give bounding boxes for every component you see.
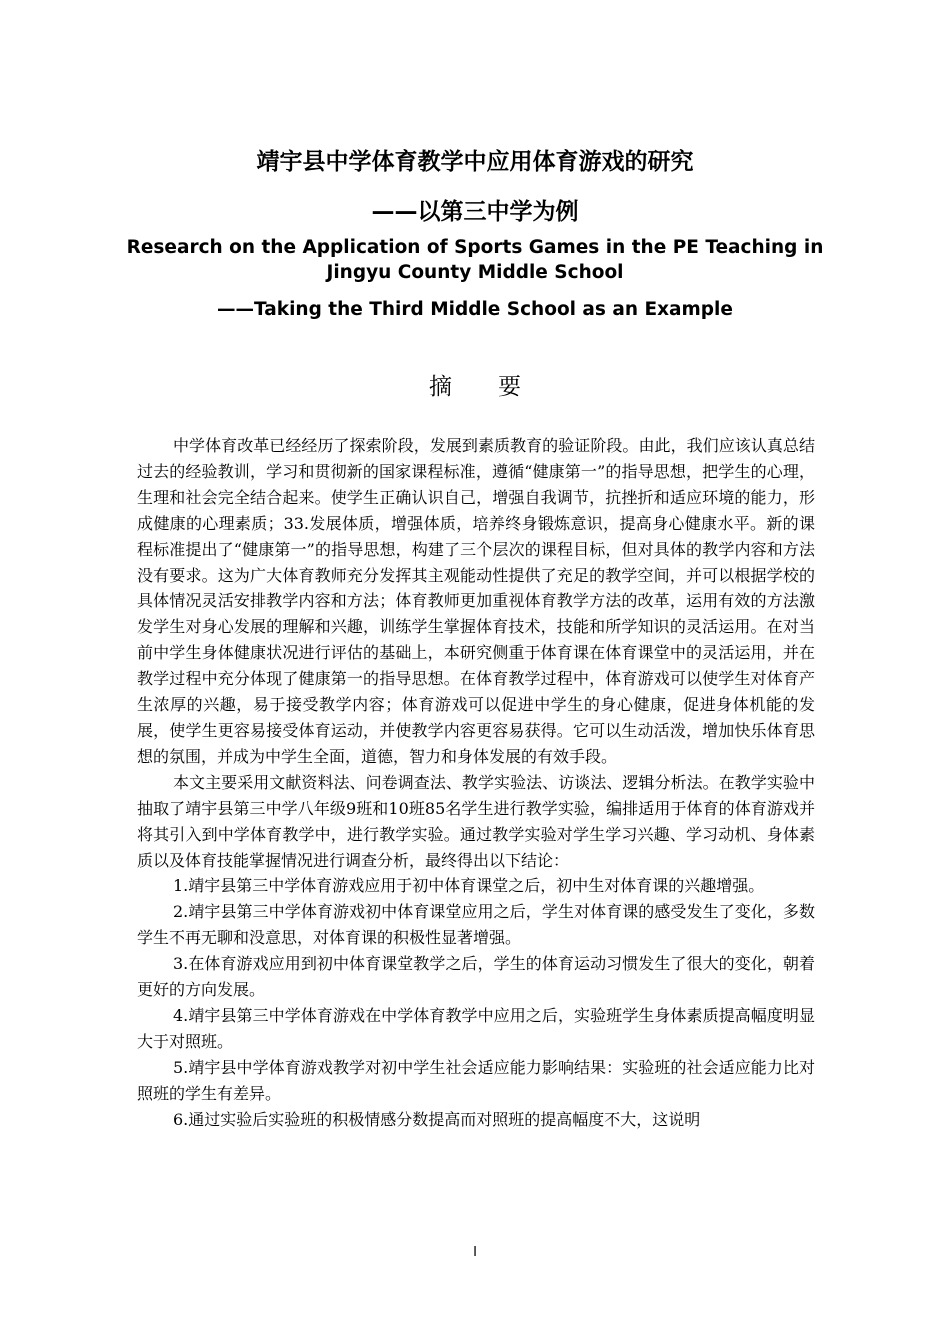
conclusion-item: 3.在体育游戏应用到初中体育课堂教学之后，学生的体育运动习惯发生了很大的变化，朝着更好的方向发展。 xyxy=(137,954,815,1000)
english-title: Research on the Application of Sports Games in the PE Teaching in Jingyu County Middle School xyxy=(126,237,824,283)
conclusion-item: 5.靖宇县中学体育游戏教学对初中学生社会适应能力影响结果：实验班的社会适应能力比对照班的学生有差异。 xyxy=(137,1057,815,1103)
conclusion-item: 2.靖宇县第三中学体育游戏初中体育课堂应用之后，学生对体育课的感受发生了变化，多数学生不再无聊和没意思，对体育课的积极性显著增强。 xyxy=(137,902,815,948)
abstract-paragraph: 本文主要采用文献资料法、问卷调查法、教学实验法、访谈法、逻辑分析法。在教学实验中抽取了靖宇县第三中学八年级9班和10班85名学生进行教学实验，编排适用于体育的体育游戏并将其引入到中学体育教学中，进行教学实验。通过教学实验对学生学习兴趣、学习动机、身体素质以及体育技能掌握情况进行调查分析，最终得出以下结论： xyxy=(137,772,815,870)
chinese-title: 靖宇县中学体育教学中应用体育游戏的研究 xyxy=(256,149,694,175)
english-subtitle: ——Taking the Third Middle School as an Example xyxy=(217,299,733,320)
page-number: I xyxy=(473,1245,477,1260)
chinese-subtitle: ——以第三中学为例 xyxy=(371,199,579,225)
abstract-body xyxy=(137,433,815,1132)
conclusion-item: 1.靖宇县第三中学体育游戏应用于初中体育课堂之后，初中生对体育课的兴趣增强。 xyxy=(173,876,765,896)
abstract-paragraph: 中学体育改革已经经历了探索阶段，发展到素质教育的验证阶段。由此，我们应该认真总结过去的经验教训，学习和贯彻新的国家课程标准，遵循“健康第一”的指导思想，把学生的心理，生理和社会完全结合起来。使学生正确认识自己，增强自我调节，抗挫折和适应环境的能力，形成健康的心理素质；33.发展体质，增强体质，培养终身锻炼意识，提高身心健康水平。新的课程标准提出了“健康第一”的指导思想，构建了三个层次的课程目标，但对具体的教学内容和方法没有要求。这为广大体育教师充分发挥其主观能动性提供了充足的教学空间，并可以根据学校的具体情况灵活安排教学内容和方法；体育教师更加重视体育教学方法的改革，运用有效的方法激发学生对身心发展的理解和兴趣，训练学生掌握体育技术，技能和所学知识的灵活运用。在对当前中学生身体健康状况进行评估的基础上，本研究侧重于体育课在体育课堂中的灵活运用，并在教学过程中充分体现了健康第一的指导思想。在体育教学过程中，体育游戏可以使学生对体育产生浓厚的兴趣，易于接受教学内容；体育游戏可以促进中学生的身心健康，促进身体机能的发展，使学生更容易接受体育运动，并使教学内容更容易获得。它可以生动活泼，增加快乐体育思想的氛围，并成为中学生全面，道德，智力和身体发展的有效手段。 xyxy=(137,436,815,766)
conclusion-item: 4.靖宇县第三中学体育游戏在中学体育教学中应用之后，实验班学生身体素质提高幅度明显大于对照班。 xyxy=(137,1005,815,1051)
abstract-heading: 摘要 xyxy=(429,374,567,400)
conclusion-item: 6.通过实验后实验班的积极情感分数提高而对照班的提高幅度不大，这说明 xyxy=(173,1109,701,1129)
